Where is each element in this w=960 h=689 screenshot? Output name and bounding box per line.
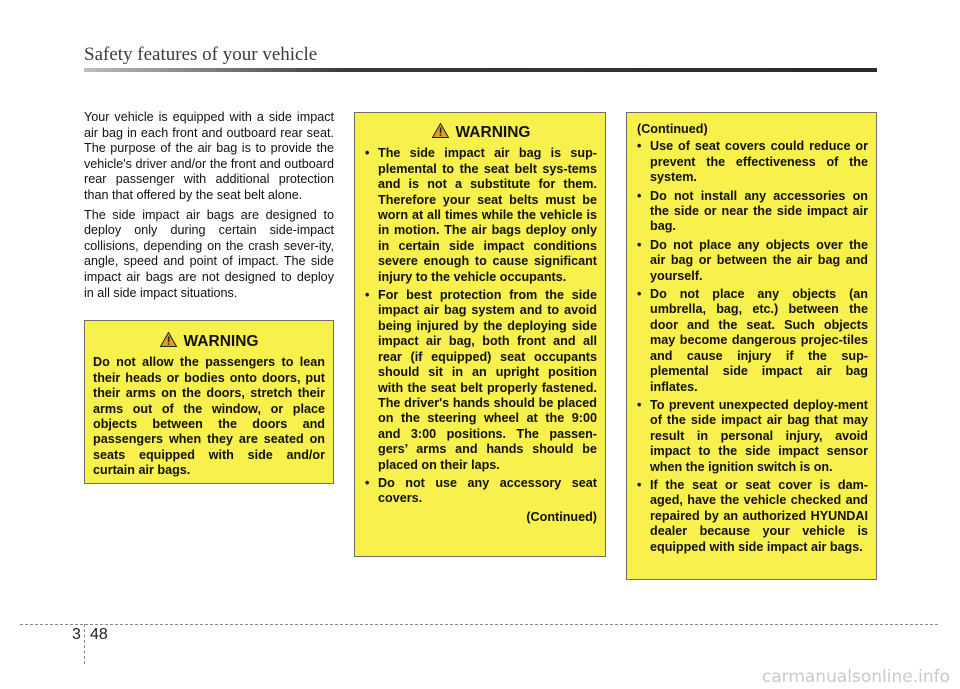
watermark: carmanualsonline.info — [761, 667, 950, 687]
warning-title: WARNING — [455, 124, 531, 141]
warning-box-middle — [354, 112, 606, 557]
warning-item: • Do not place any objects over the air bag or between the air bag and yourself. — [637, 238, 868, 284]
warning-item: • To prevent unexpected deploy-ment of the side impact air bag that may result in personal injury, avoid impact to the side impact sensor when the ignition switch is on. — [637, 398, 868, 475]
warning-item: • If the seat or seat cover is dam-aged, have the vehicle checked and repaired by an authorized HYUNDAI dealer because your vehicle is equipped with side impact air bags. — [637, 478, 868, 555]
warning-triangle-icon — [160, 332, 177, 351]
warning-item: • The side impact air bag is sup-plemental to the seat belt sys-tems and is not a substitute for them. Therefore your seat belts must be worn at all times while the vehicle is in motion. The air bags deploy only in certain side impact conditions severe enough to cause significant injury to the vehicle occupants. — [365, 146, 597, 285]
warning-item: • Do not place any objects (an umbrella, bag, etc.) between the door and the seat. Such objects may become dangerous projec-tiles and cause injury if the sup-plemental side impact air bag inflates. — [637, 287, 868, 395]
warning-box-left — [84, 320, 334, 484]
intro-paragraph-1: Your vehicle is equipped with a side impact air bag in each front and outboard rear seat. The purpose of the air bag is to provide the vehicle's driver and/or the front and outboard rear passenger with additional protection than that offered by the seat belt alone. — [84, 110, 334, 202]
warning-item: • Use of seat covers could reduce or prevent the effectiveness of the system. — [637, 139, 868, 185]
warning-header — [365, 123, 597, 142]
continued-label: (Continued) — [637, 122, 708, 136]
warning-box-right — [626, 112, 877, 580]
warning-item: • Do not install any accessories on the side or near the side impact air bag. — [637, 189, 868, 235]
intro-text — [84, 110, 334, 305]
warning-text: Do not allow the passengers to lean their heads or bodies onto doors, put their arms on the doors, stretch their arms out of the window, or place objects between the doors and passengers when they are seated on seats equipped with side and/or curtain air bags. — [93, 355, 325, 478]
title-rule — [84, 68, 877, 72]
warning-header — [93, 332, 325, 351]
page-number: 48 — [90, 626, 108, 643]
warning-item: • Do not use any accessory seat covers. — [365, 476, 597, 507]
warning-list — [637, 139, 868, 555]
footer-divider — [20, 624, 938, 625]
page-number-divider — [84, 624, 85, 664]
warning-item: • For best protection from the side impact air bag system and to avoid being injured by the deploying side impact air bag, both front and all rear (if equipped) seat occupants should sit in an upright position with the seat belt properly fastened. The driver's hands should be placed on the steering wheel at the 9:00 and 3:00 positions. The passen-gers’ arms and hands should be placed on their laps. — [365, 288, 597, 473]
warning-triangle-icon — [432, 123, 449, 142]
section-title: Safety features of your vehicle — [84, 44, 318, 65]
warning-list — [365, 146, 597, 506]
continued-label: (Continued) — [526, 509, 597, 524]
warning-title: WARNING — [183, 333, 259, 350]
intro-paragraph-2: The side impact air bags are designed to deploy only during certain side-impact collisions, depending on the crash sever-ity, angle, speed and point of impact. The side impact air bags are not designed to deploy in all side impact situations. — [84, 207, 334, 300]
chapter-number: 3 — [72, 626, 81, 643]
